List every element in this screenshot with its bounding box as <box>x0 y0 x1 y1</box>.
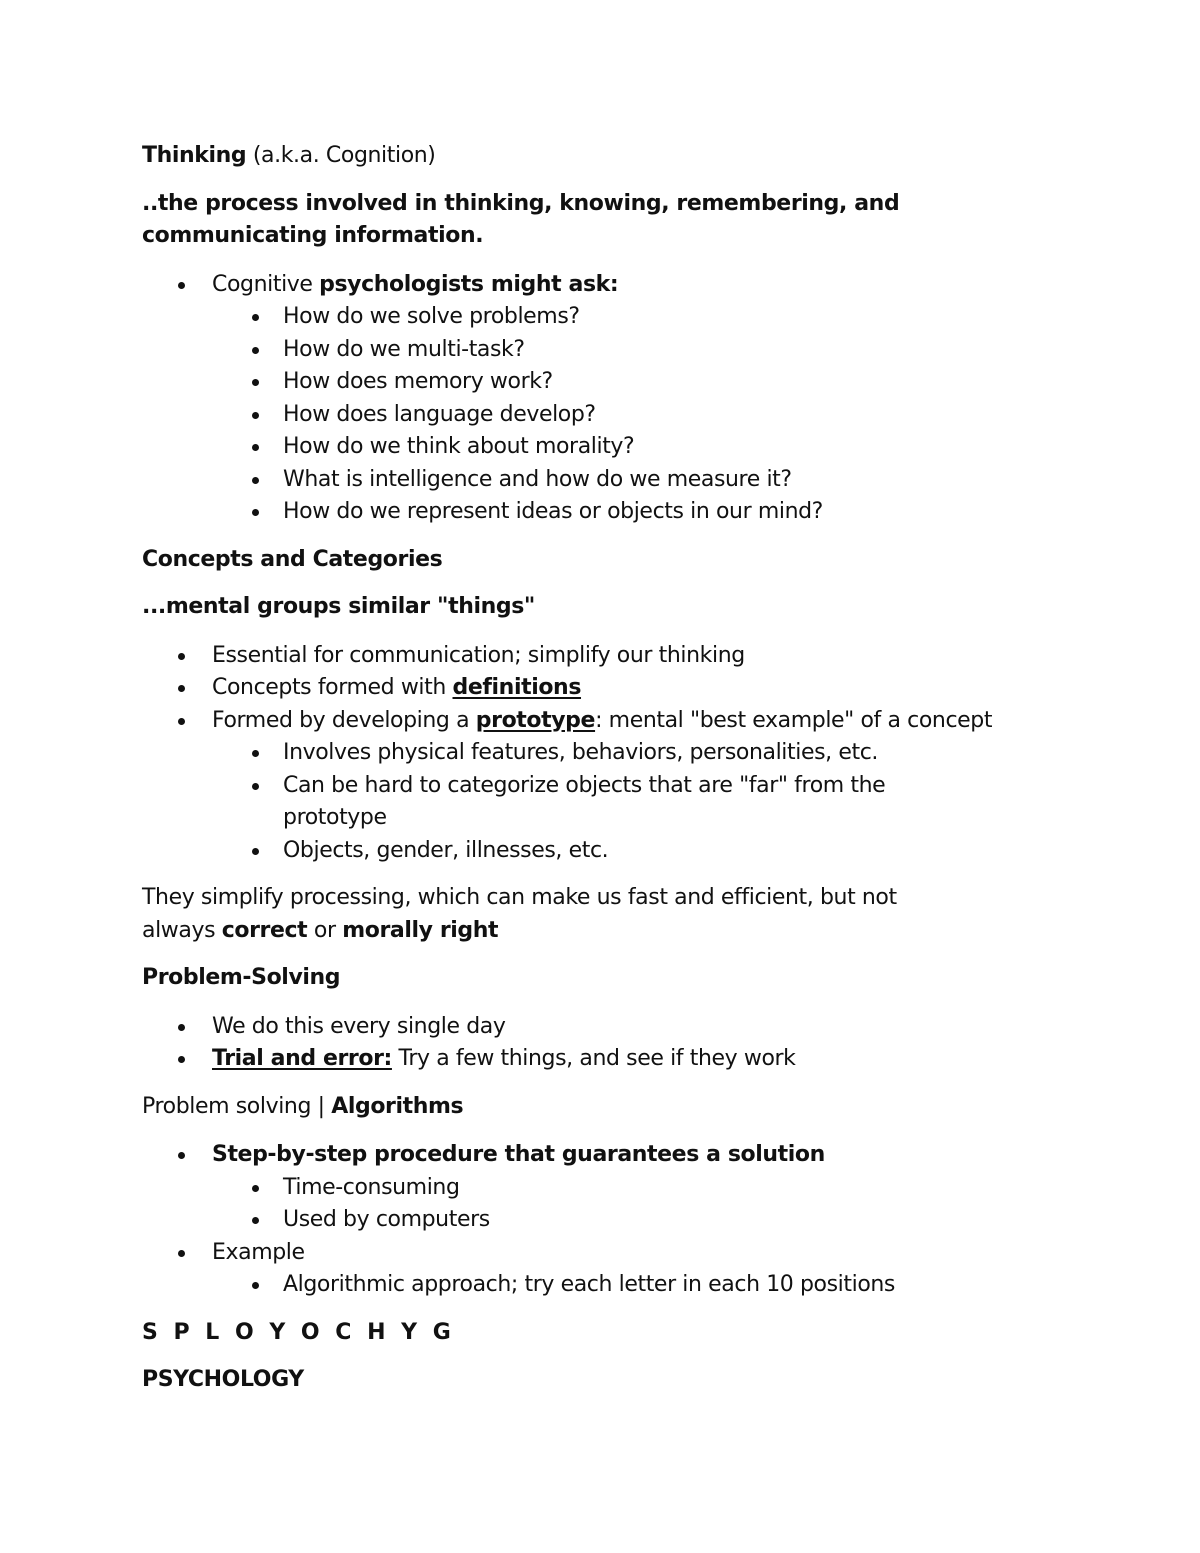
problem-solving-item-text: We do this every single day <box>212 1013 506 1039</box>
algorithms-subitem-text: Algorithmic approach; try each letter in each 10 positions <box>283 1272 895 1297</box>
concepts-heading: Concepts and Categories <box>142 546 443 572</box>
question-text: How does memory work? <box>283 369 553 394</box>
problem-solving-item-text: Try a few things, and see if they work <box>391 1046 796 1071</box>
problem-solving-heading-line <box>142 962 1102 995</box>
concepts-subitem-text: Objects, gender, illnesses, etc. <box>283 837 609 863</box>
question-text: How do we solve problems? <box>283 304 580 329</box>
algorithms-list <box>142 1139 1102 1302</box>
concepts-item-text: Essential for communication; simplify our thinking <box>212 642 745 668</box>
summary-bold-morally-right: morally right <box>342 917 499 943</box>
anagram-answer: PSYCHOLOGY <box>142 1367 304 1392</box>
summary-bold-correct: correct <box>221 917 308 943</box>
question-text: How do we multi-task? <box>283 336 525 362</box>
bullet-icon <box>252 509 259 516</box>
definitions-link[interactable]: definitions <box>452 675 582 700</box>
concepts-summary-line2 <box>142 915 1102 948</box>
bullet-icon <box>178 1152 185 1159</box>
list-item <box>142 1237 1102 1270</box>
document-page <box>142 140 1102 1397</box>
thinking-heading: Thinking <box>142 143 247 168</box>
problem-solving-list <box>142 1011 1102 1076</box>
problem-solving-heading: Problem-Solving <box>142 965 341 990</box>
bullet-icon <box>178 1056 185 1063</box>
bullet-icon <box>178 282 185 289</box>
list-item <box>142 1172 1102 1205</box>
concepts-item-text: Concepts formed with <box>212 675 453 700</box>
concepts-definition: ...mental groups similar "things" <box>142 594 535 619</box>
concepts-item-text: : mental "best example" of a concept <box>595 707 993 733</box>
list-item <box>142 366 1102 399</box>
list-item <box>142 399 1102 432</box>
cognitive-list <box>142 269 1102 529</box>
list-item <box>142 1139 1102 1172</box>
list-item <box>142 705 1102 738</box>
list-item <box>142 334 1102 367</box>
list-item <box>142 1204 1102 1237</box>
list-item <box>142 1269 1102 1302</box>
bullet-icon <box>252 1282 259 1289</box>
thinking-aka: (a.k.a. Cognition) <box>246 143 436 168</box>
concepts-summary-line1 <box>142 882 1102 915</box>
bullet-icon <box>252 314 259 321</box>
thinking-definition-line2 <box>142 220 1102 253</box>
summary-text: They simplify processing, which can make us fast and efficient, but not <box>142 885 897 910</box>
thinking-title-line <box>142 140 1102 173</box>
question-text: What is intelligence and how do we measure it? <box>283 466 792 492</box>
concepts-list <box>142 640 1102 868</box>
summary-text: or <box>307 917 343 943</box>
list-item <box>142 737 1102 770</box>
bullet-icon <box>252 1185 259 1192</box>
bullet-icon <box>178 653 185 660</box>
bullet-icon <box>252 750 259 757</box>
algorithms-subitem-text: Time-consuming <box>283 1174 460 1200</box>
thinking-definition-line1 <box>142 188 1102 221</box>
bullet-icon <box>252 444 259 451</box>
concepts-subitem-text: Involves physical features, behaviors, personalities, etc. <box>283 740 878 765</box>
algorithms-heading-bold: Algorithms <box>331 1093 464 1119</box>
algorithms-item-text: Example <box>212 1239 305 1265</box>
bullet-icon <box>252 379 259 386</box>
definition-text-1: ..the process involved in thinking, knowing, remembering, and <box>142 190 900 216</box>
question-text: How do we represent ideas or objects in our mind? <box>283 499 823 524</box>
bullet-icon <box>252 347 259 354</box>
definition-text-2: communicating information. <box>142 223 484 248</box>
question-text: How do we think about morality? <box>283 434 635 459</box>
bullet-icon <box>178 718 185 725</box>
bullet-icon <box>178 685 185 692</box>
concepts-heading-line <box>142 544 1102 577</box>
list-item <box>142 1043 1102 1076</box>
list-item <box>142 269 1102 302</box>
list-item <box>142 464 1102 497</box>
bullet-icon <box>178 1024 185 1031</box>
bullet-icon <box>252 477 259 484</box>
question-text: How does language develop? <box>283 401 596 427</box>
bullet-icon <box>178 1250 185 1257</box>
concepts-subitem-text: Can be hard to categorize objects that are "far" from the prototype <box>283 772 886 830</box>
concepts-definition-line <box>142 591 1102 624</box>
bullet-icon <box>252 412 259 419</box>
concepts-item-text: Formed by developing a <box>212 707 476 733</box>
trial-and-error-link[interactable]: Trial and error: <box>212 1046 392 1071</box>
anagram-scrambled: S P L O Y O C H Y G <box>142 1319 455 1345</box>
list-item <box>142 770 1102 835</box>
algorithms-subitem-text: Used by computers <box>283 1207 490 1232</box>
cognitive-lead-plain: Cognitive <box>212 271 320 297</box>
bullet-icon <box>252 1217 259 1224</box>
anagram-answer-line <box>142 1364 1102 1397</box>
list-item <box>142 640 1102 673</box>
list-item <box>142 1011 1102 1044</box>
algorithms-heading-plain: Problem solving | <box>142 1093 332 1119</box>
list-item <box>142 835 1102 868</box>
list-item <box>142 496 1102 529</box>
list-item <box>142 301 1102 334</box>
bullet-icon <box>252 783 259 790</box>
algorithms-heading-line <box>142 1091 1102 1124</box>
cognitive-lead-bold: psychologists might ask: <box>319 271 619 297</box>
list-item <box>142 672 1102 705</box>
list-item <box>142 431 1102 464</box>
algorithms-item-text: Step-by-step procedure that guarantees a solution <box>212 1142 825 1167</box>
bullet-icon <box>252 848 259 855</box>
summary-text: always <box>142 917 222 943</box>
prototype-link[interactable]: prototype <box>475 707 596 733</box>
